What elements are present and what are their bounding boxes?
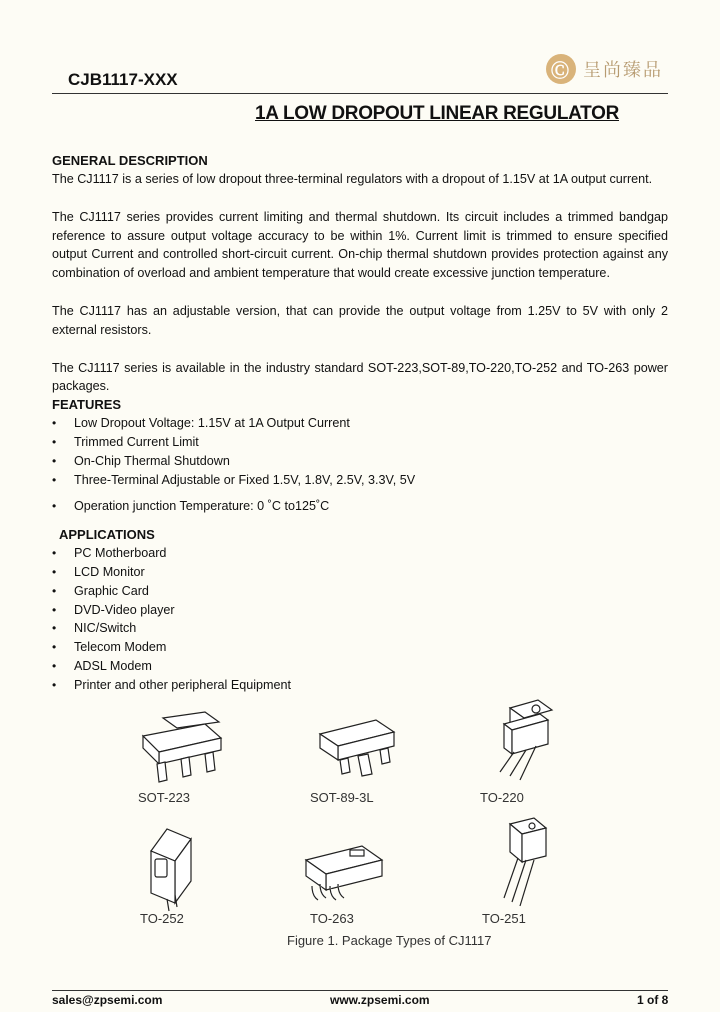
application-item: • PC Motherboard xyxy=(52,544,668,563)
feature-item: • Operation junction Temperature: 0 ˚C to125˚C xyxy=(52,497,668,516)
applications-heading: APPLICATIONS xyxy=(59,527,155,543)
package-label: TO-252 xyxy=(140,911,184,926)
description-paragraph: The CJ1117 is a series of low dropout three-terminal regulators with a dropout of 1.15V at 1A output current. xyxy=(52,172,653,186)
application-item: • NIC/Switch xyxy=(52,619,668,638)
application-item: • Graphic Card xyxy=(52,582,668,601)
package-label: TO-251 xyxy=(482,911,526,926)
package-label: TO-263 xyxy=(310,911,354,926)
description-paragraph: The CJ1117 series provides current limiting and thermal shutdown. Its circuit includes a trimmed bandgap reference to assure output voltage accuracy to be within 1%. Current limit is trimmed to ensure specified output Current and controlled short-circuit current. On-chip thermal shutdown provides protection against any combination of overload and ambient temperature that would create excessive junction temperature. xyxy=(52,209,668,281)
features-heading: FEATURES xyxy=(52,397,122,413)
figure-caption: Figure 1. Package Types of CJ1117 xyxy=(287,933,492,948)
sot-223-package-image xyxy=(135,708,230,788)
application-item: • DVD-Video player xyxy=(52,601,668,620)
package-label: SOT-89-3L xyxy=(310,790,374,805)
sot-89-package-image xyxy=(310,712,405,787)
feature-item: • Trimmed Current Limit xyxy=(52,433,668,452)
package-label: TO-220 xyxy=(480,790,524,805)
application-item: • ADSL Modem xyxy=(52,657,668,676)
description-paragraph: The CJ1117 has an adjustable version, that can provide the output voltage from 1.25V to 5V with only 2 external resistors. xyxy=(52,303,668,337)
document-title: 1A LOW DROPOUT LINEAR REGULATOR xyxy=(255,103,620,124)
footer-divider xyxy=(52,990,668,991)
feature-item: • On-Chip Thermal Shutdown xyxy=(52,452,668,471)
company-logo xyxy=(546,54,663,84)
to-263-package-image xyxy=(296,838,391,908)
to-220-package-image xyxy=(490,694,560,789)
logo-text: 呈尚臻品 xyxy=(583,60,663,81)
to-251-package-image xyxy=(490,816,550,911)
applications-list xyxy=(52,544,668,694)
package-label: SOT-223 xyxy=(138,790,191,805)
logo-mark-icon: Ⓒ xyxy=(546,54,576,84)
description-paragraph: The CJ1117 series is available in the industry standard SOT-223,SOT-89,TO-220,TO-252 and TO-263 power packages. xyxy=(52,360,668,394)
general-description-heading: GENERAL DESCRIPTION xyxy=(52,153,208,168)
feature-item: • Low Dropout Voltage: 1.15V at 1A Output Current xyxy=(52,414,668,433)
application-item: • LCD Monitor xyxy=(52,563,668,582)
application-item: • Printer and other peripheral Equipment xyxy=(52,676,668,695)
part-number: CJB1117-XXX xyxy=(68,70,178,89)
to-252-package-image xyxy=(145,825,205,915)
header-divider xyxy=(52,93,668,94)
document-body xyxy=(52,152,668,695)
feature-item: • Three-Terminal Adjustable or Fixed 1.5V, 1.8V, 2.5V, 3.3V, 5V xyxy=(52,471,668,490)
footer-website[interactable]: www.zpsemi.com xyxy=(330,993,430,1007)
application-item: • Telecom Modem xyxy=(52,638,668,657)
footer-email[interactable]: sales@zpsemi.com xyxy=(52,993,163,1007)
features-list xyxy=(52,414,668,516)
page-number: 1 of 8 xyxy=(637,993,669,1007)
